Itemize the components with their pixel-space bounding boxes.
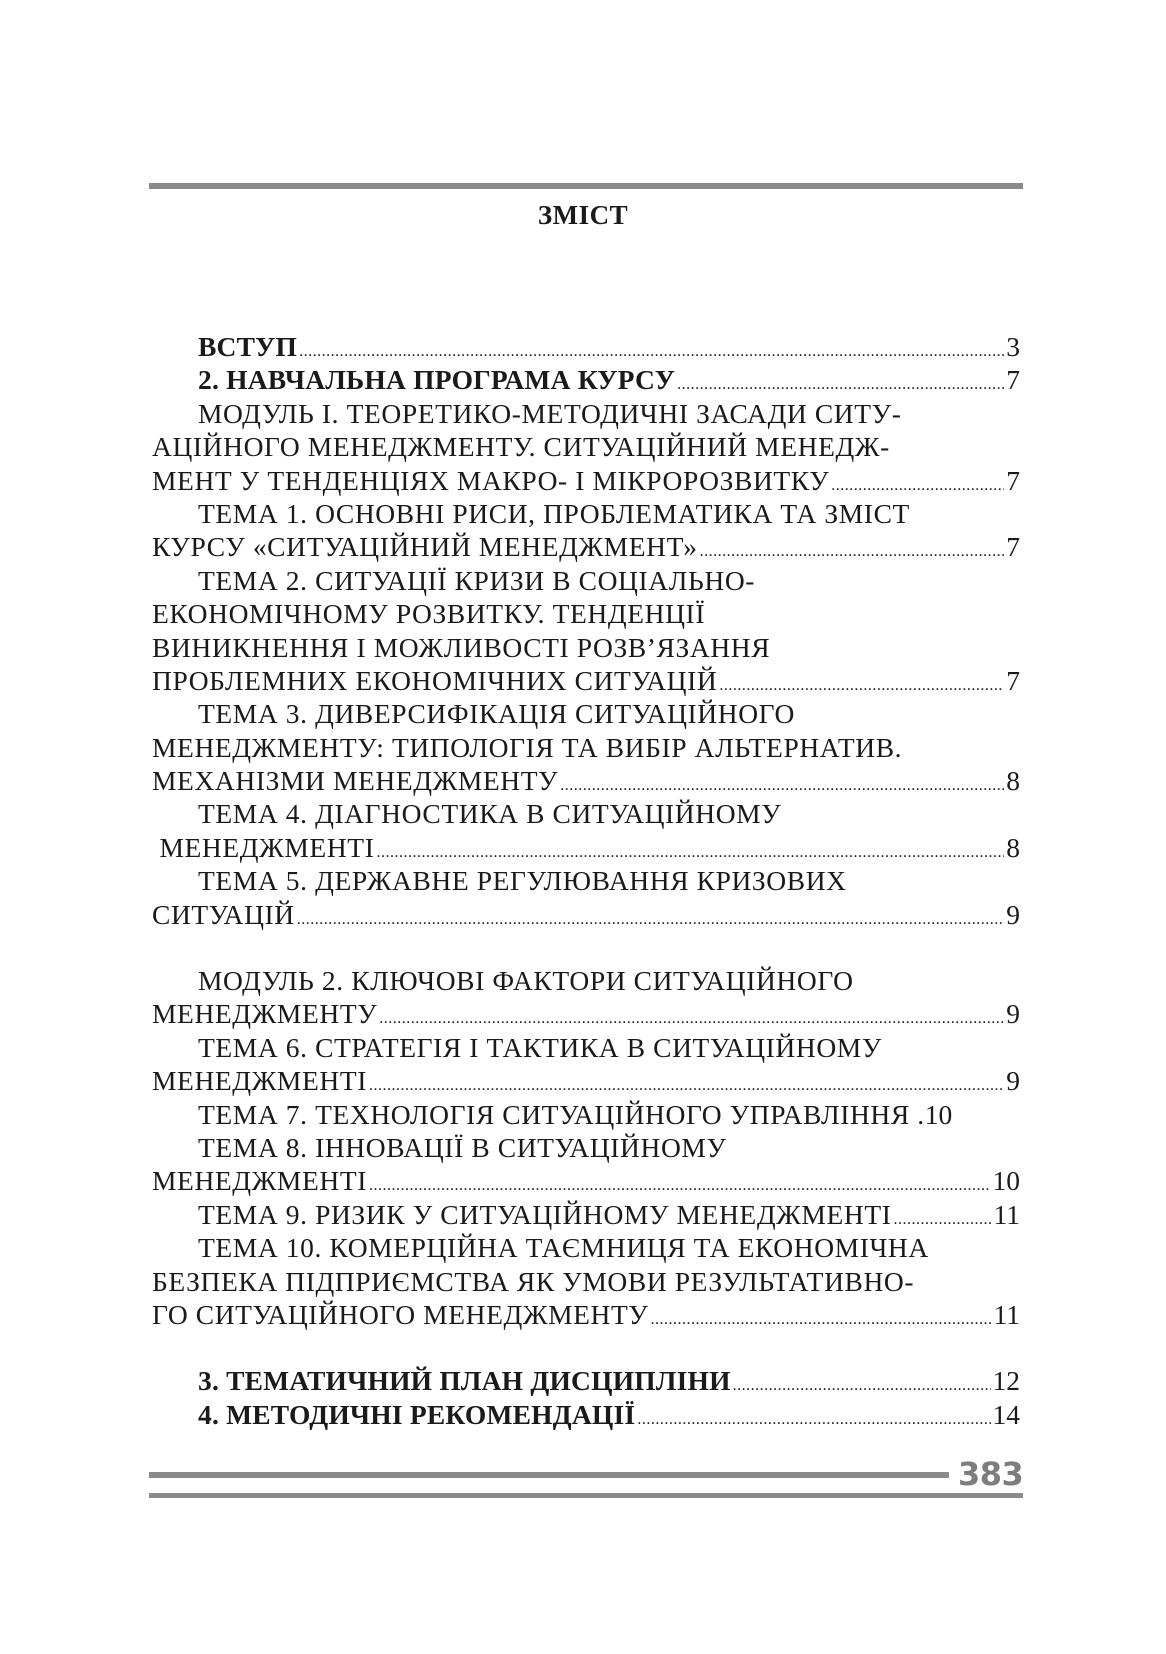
toc-page-number: 12 [992, 1365, 1020, 1397]
toc-entry-topic-3-line-2[interactable] [152, 732, 1020, 765]
toc-entry-topic-8-line-2[interactable] [152, 1165, 1020, 1198]
toc-entry-text: КУРСУ «СИТУАЦІЙНИЙ МЕНЕДЖМЕНТ» [152, 531, 698, 563]
toc-entry-text: ТЕМА 10. КОМЕРЦІЙНА ТАЄМНИЦЯ ТА ЕКОНОМІЧНА [198, 1232, 929, 1264]
toc-entry-topic-1-line-1[interactable] [152, 498, 1020, 531]
page-number: 383 [958, 1455, 1024, 1493]
dot-leader [369, 1177, 991, 1195]
toc-entry-text: ТЕМА 9. РИЗИК У СИТУАЦІЙНОМУ МЕНЕДЖМЕНТІ [198, 1198, 892, 1230]
toc-entry-text: МЕНЕДЖМЕНТІ [152, 1065, 367, 1097]
dot-leader [831, 477, 1004, 495]
toc-entry-text: БЕЗПЕКА ПІДПРИЄМСТВА ЯК УМОВИ РЕЗУЛЬТАТИВНО- [152, 1265, 915, 1297]
toc-page-number: 11 [993, 1198, 1020, 1230]
toc-entry-topic-6-line-1[interactable] [152, 1032, 1020, 1065]
toc-entry-topic-2-line-3[interactable] [152, 632, 1020, 665]
dot-leader [560, 777, 1004, 795]
toc-entry-text: ТЕМА 5. ДЕРЖАВНЕ РЕГУЛЮВАННЯ КРИЗОВИХ [198, 865, 847, 897]
toc-entry-topic-4-line-2[interactable] [152, 832, 1020, 865]
toc-entry-text: ВИНИКНЕННЯ І МОЖЛИВОСТІ РОЗВ’ЯЗАННЯ [152, 631, 771, 663]
toc-entry-text: ТЕМА 6. СТРАТЕГІЯ І ТАКТИКА В СИТУАЦІЙНОМУ [198, 1031, 882, 1063]
section-spacer [152, 1332, 1020, 1365]
toc-entry-topic-4-line-1[interactable] [152, 798, 1020, 831]
dot-leader [733, 1377, 991, 1395]
page-title: ЗМІСТ [537, 200, 629, 230]
toc-entry-text: ТЕМА 4. ДІАГНОСТИКА В СИТУАЦІЙНОМУ [198, 798, 782, 830]
toc-entry-topic-2-line-4[interactable] [152, 665, 1020, 698]
dot-leader [376, 844, 1004, 862]
toc-page-number: 3 [1006, 331, 1020, 362]
toc-entry-text: АЦІЙНОГО МЕНЕДЖМЕНТУ. СИТУАЦІЙНИЙ МЕНЕДЖ- [152, 431, 890, 463]
toc-entry-program[interactable] [152, 364, 1020, 397]
toc-entry-topic-7[interactable] [152, 1099, 1020, 1132]
toc-entry-topic-10-line-1[interactable] [152, 1232, 1020, 1265]
toc-entry-text: МЕНЕДЖМЕНТУ: ТИПОЛОГІЯ ТА ВИБІР АЛЬТЕРНАТИВ. [152, 731, 903, 763]
footer-rule [149, 1493, 1023, 1498]
dot-leader [719, 677, 1004, 695]
dot-leader [700, 543, 1005, 561]
toc-page-number: 7 [1006, 464, 1020, 496]
toc-page-number: 7 [1006, 664, 1020, 696]
toc-entry-topic-1-line-2[interactable] [152, 531, 1020, 564]
toc-entry-topic-3-line-1[interactable] [152, 698, 1020, 731]
toc-entry-text: 4. МЕТОДИЧНІ РЕКОМЕНДАЦІЇ [198, 1398, 636, 1430]
toc-entry-module-2-line-2[interactable] [152, 998, 1020, 1031]
toc-entry-text: МЕНЕДЖМЕНТІ [152, 1165, 367, 1197]
toc-entry-text: ТЕМА 7. ТЕХНОЛОГІЯ СИТУАЦІЙНОГО УПРАВЛІННЯ . [198, 1098, 925, 1130]
toc-entry-text: МЕНЕДЖМЕНТІ [152, 831, 375, 863]
toc-entry-text: МЕХАНІЗМИ МЕНЕДЖМЕНТУ [152, 765, 559, 797]
toc-entry-text: ГО СИТУАЦІЙНОГО МЕНЕДЖМЕНТУ [152, 1298, 649, 1330]
toc-entry-text: ТЕМА 2. СИТУАЦІЇ КРИЗИ В СОЦІАЛЬНО- [198, 564, 756, 596]
dot-leader [637, 1411, 990, 1429]
toc-entry-topic-5-line-2[interactable] [152, 899, 1020, 932]
toc-entry-text: ТЕМА 3. ДИВЕРСИФІКАЦІЯ СИТУАЦІЙНОГО [198, 698, 795, 730]
toc-page-number: 7 [1006, 531, 1020, 563]
toc-page-number: 14 [992, 1398, 1020, 1430]
footer-rule [149, 1472, 949, 1478]
toc-entry-text: МЕНЕДЖМЕНТУ [152, 998, 378, 1030]
dot-leader [369, 1077, 1004, 1095]
table-of-contents [152, 331, 1020, 1432]
toc-entry-topic-3-line-3[interactable] [152, 765, 1020, 798]
toc-entry-text: 3. ТЕМАТИЧНИЙ ПЛАН ДИСЦИПЛІНИ [198, 1365, 731, 1397]
toc-entry-text: ЕКОНОМІЧНОМУ РОЗВИТКУ. ТЕНДЕНЦІЇ [152, 598, 706, 630]
toc-entry-topic-2-line-1[interactable] [152, 565, 1020, 598]
toc-entry-topic-8-line-1[interactable] [152, 1132, 1020, 1165]
toc-entry-module-1-line-1[interactable] [152, 398, 1020, 431]
toc-entry-module-1-line-2[interactable] [152, 431, 1020, 464]
toc-page-number: 8 [1006, 765, 1020, 797]
toc-entry-text: ПРОБЛЕМНИХ ЕКОНОМІЧНИХ СИТУАЦІЙ [152, 664, 718, 696]
toc-entry-text: МОДУЛЬ І. ТЕОРЕТИКО-МЕТОДИЧНІ ЗАСАДИ СИТУ- [198, 397, 902, 429]
dot-leader [893, 1211, 991, 1229]
toc-entry-text: ВСТУП [198, 331, 298, 362]
toc-entry-topic-5-line-1[interactable] [152, 865, 1020, 898]
toc-entry-topic-2-line-2[interactable] [152, 598, 1020, 631]
section-spacer [152, 932, 1020, 965]
toc-entry-text: ТЕМА 1. ОСНОВНІ РИСИ, ПРОБЛЕМАТИКА ТА ЗМІСТ [198, 497, 910, 529]
toc-entry-text: СИТУАЦІЙ [152, 898, 295, 930]
dot-leader [650, 1311, 991, 1329]
toc-entry-topic-10-line-3[interactable] [152, 1299, 1020, 1332]
dot-leader [297, 911, 1004, 929]
toc-page-number: 9 [1006, 998, 1020, 1030]
toc-entry-topic-9[interactable] [152, 1199, 1020, 1232]
toc-entry-text: ТЕМА 8. ІННОВАЦІЇ В СИТУАЦІЙНОМУ [198, 1131, 727, 1163]
top-rule [149, 183, 1023, 189]
toc-entry-module-1-line-3[interactable] [152, 465, 1020, 498]
toc-page-number: 10 [924, 1098, 953, 1130]
toc-page-number: 9 [1006, 898, 1020, 930]
toc-entry-text: МОДУЛЬ 2. КЛЮЧОВІ ФАКТОРИ СИТУАЦІЙНОГО [198, 965, 854, 997]
toc-page-number: 11 [993, 1298, 1020, 1330]
dot-leader [677, 376, 1004, 394]
toc-entry-topic-6-line-2[interactable] [152, 1065, 1020, 1098]
toc-entry-text: 2. НАВЧАЛЬНА ПРОГРАМА КУРСУ [198, 364, 676, 396]
toc-page-number: 9 [1006, 1065, 1020, 1097]
dot-leader [299, 343, 1004, 361]
toc-page-number: 7 [1006, 364, 1020, 396]
toc-entry-method-recommendations[interactable] [152, 1399, 1020, 1432]
toc-page-number: 8 [1006, 831, 1020, 863]
toc-page-number: 10 [992, 1165, 1020, 1197]
toc-entry-thematic-plan[interactable] [152, 1365, 1020, 1398]
dot-leader [379, 1010, 1004, 1028]
toc-entry-text: МЕНТ У ТЕНДЕНЦІЯХ МАКРО- І МІКРОРОЗВИТКУ [152, 464, 830, 496]
toc-entry-topic-10-line-2[interactable] [152, 1266, 1020, 1299]
toc-entry-module-2-line-1[interactable] [152, 965, 1020, 998]
toc-entry-intro[interactable] [152, 331, 1020, 364]
